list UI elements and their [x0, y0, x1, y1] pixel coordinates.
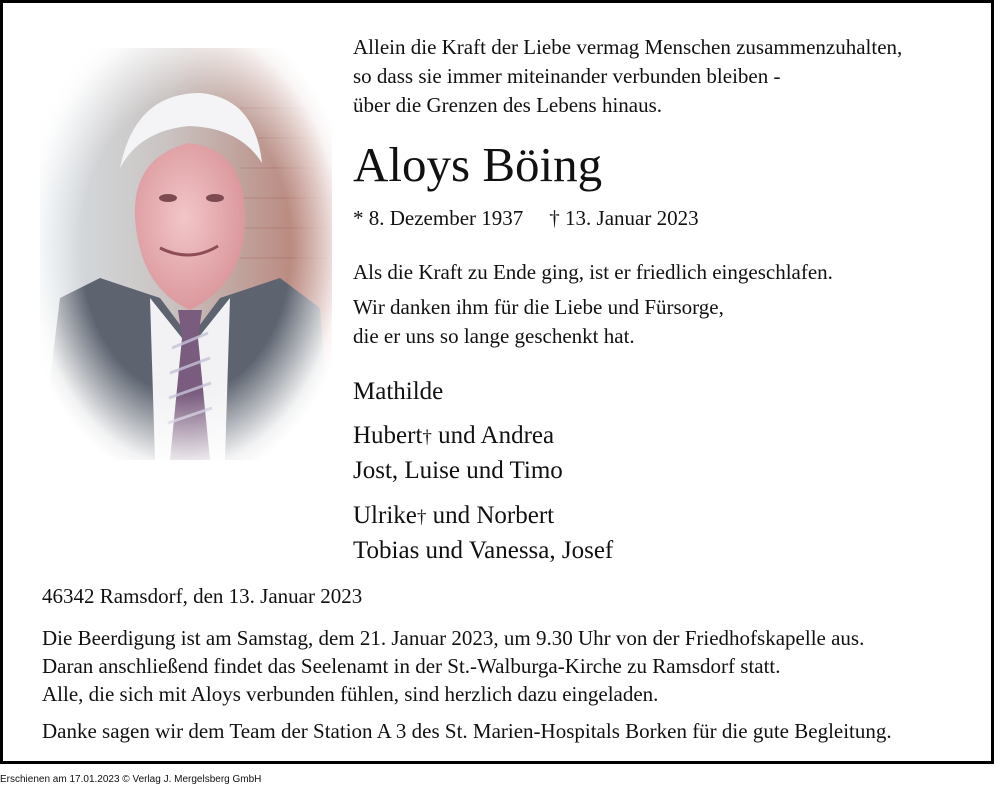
bottom-text: [42, 582, 972, 745]
family-group-2: [353, 499, 983, 567]
place-date: 46342 Ramsdorf, den 13. Januar 2023: [42, 584, 363, 608]
family-line: Jost, Luise und Timo: [353, 457, 563, 484]
life-dates: [353, 204, 983, 232]
opening-quote: [353, 33, 983, 120]
quote-line: Allein die Kraft der Liebe vermag Menschen zusammenzuhalten,: [353, 35, 903, 59]
cross-symbol: †: [422, 427, 432, 448]
thanks-line: die er uns so lange geschenkt hat.: [353, 324, 635, 348]
hospital-thanks: Danke sagen wir dem Team der Station A 3 des St. Marien-Hospitals Borken für die gute Begleitung.: [42, 719, 892, 743]
farewell-message: Als die Kraft zu Ende ging, ist er friedlich eingeschlafen.: [353, 260, 833, 284]
family-line: [353, 499, 983, 534]
family-group-1: [353, 419, 983, 487]
quote-line: so dass sie immer miteinander verbunden bleiben -: [353, 64, 781, 88]
quote-line: über die Grenzen des Lebens hinaus.: [353, 93, 663, 117]
family-spouse: Mathilde: [353, 378, 444, 405]
family-name: und Andrea: [431, 422, 555, 449]
main-text-column: [353, 33, 983, 567]
portrait-photo: [40, 48, 332, 460]
publication-footer: Erschienen am 17.01.2023 © Verlag J. Mergelsberg GmbH: [0, 774, 262, 785]
family-name: Ulrike: [353, 502, 417, 529]
thanks-line: Wir danken ihm für die Liebe und Fürsorge,: [353, 295, 724, 319]
funeral-line: Daran anschließend findet das Seelenamt in der St.-Walburga-Kirche zu Ramsdorf statt.: [42, 654, 781, 678]
family-line: Tobias und Vanessa, Josef: [353, 537, 614, 564]
death-date: † 13. Januar 2023: [549, 206, 699, 230]
family-name: Hubert: [353, 422, 423, 449]
thanks-message: [353, 293, 983, 351]
cross-symbol: †: [416, 507, 427, 528]
family-line: [353, 419, 983, 454]
family-name: und Norbert: [426, 502, 555, 529]
funeral-info: [42, 624, 972, 708]
funeral-line: Die Beerdigung ist am Samstag, dem 21. Januar 2023, um 9.30 Uhr von der Friedhofskapelle aus.: [42, 626, 865, 650]
funeral-line: Alle, die sich mit Aloys verbunden fühlen, sind herzlich dazu eingeladen.: [42, 682, 659, 706]
deceased-name: Aloys Böing: [353, 137, 603, 192]
birth-date: * 8. Dezember 1937: [353, 206, 524, 230]
